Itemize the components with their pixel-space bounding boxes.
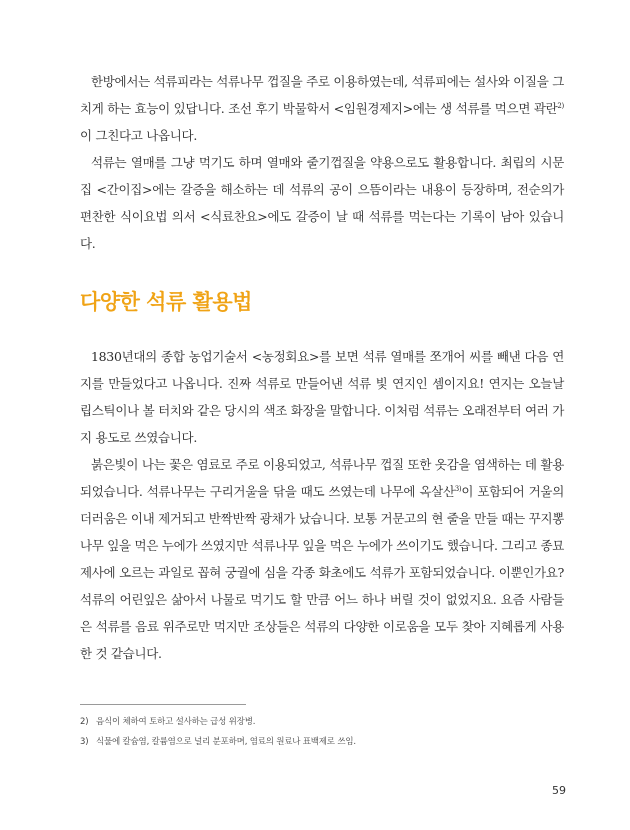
footnote-number: 2) <box>80 717 89 727</box>
footnotes <box>80 712 564 752</box>
section-paragraph-1: 1830년대의 종합 농업기술서 <농정회요>를 보면 석류 열매를 쪼개어 씨를 빼낸 다음 연지를 만들었다고 나옵니다. 진짜 석류로 만들어낸 석류 빛 연지인 셈이지요! 연지는 오늘날 립스틱이나 볼 터치와 같은 당시의 색조 화장을 말합니다. 이처럼 석류는 오래전부터 여러 가지 용도로 쓰였습니다. <box>80 349 564 445</box>
footnote-text: 식물에 칼슘염, 칼륨염으로 널리 분포하며, 염료의 원료나 표백제로 쓰임. <box>96 737 356 747</box>
footnote-number: 3) <box>80 737 89 747</box>
footnote-2 <box>80 712 564 732</box>
intro-text-block <box>80 68 564 257</box>
footnote-text: 음식이 체하여 토하고 설사하는 급성 위장병. <box>96 717 256 727</box>
page-number: 59 <box>552 784 566 797</box>
section-paragraph-2 <box>80 451 564 667</box>
section-text-block <box>80 343 564 667</box>
intro-paragraph-1-text: 한방에서는 석류피라는 석류나무 껍질을 주로 이용하였는데, 석류피에는 설사와 이질을 그치게 하는 효능이 있답니다. 조선 후기 박물학서 <임원경제지>에는 생 석류를 먹으면 곽란 <box>80 74 564 116</box>
section-paragraph-2-text: 붉은빛이 나는 꽃은 염료로 주로 이용되었고, 석류나무 껍질 또한 옷감을 염색하는 데 활용되었습니다. 석류나무는 구리거울을 닦을 때도 쓰였는데 나무에 옥살산 <box>80 457 564 499</box>
footnote-ref-2: 2) <box>557 101 564 110</box>
intro-paragraph-2: 석류는 열매를 그냥 먹기도 하며 열매와 줄기껍질을 약용으로도 활용합니다. 최립의 시문집 <간이집>에는 갈증을 해소하는 데 석류의 공이 으뜸이라는 내용이 등장하며, 전순의가 편찬한 식이요법 의서 <식료찬요>에도 갈증이 날 때 석류를 먹는다는 기록이 남아 있습니다. <box>80 155 564 251</box>
section-heading: 다양한 석류 활용법 <box>80 290 252 314</box>
section-paragraph-2-text-cont: 이 포함되어 거울의 더러움은 이내 제거되고 반짝반짝 광채가 났습니다. 보통 거문고의 현 줄을 만들 때는 꾸지뽕나무 잎을 먹은 누에가 쓰였지만 석류나무 잎을 먹은 누에가 쓰이기도 했습니다. 그리고 종묘 제사에 오르는 과일로 꼽혀 궁궐에 심을 각종 화초에도 석류가 포함되었습니다. 이뿐인가요? 석류의 어린잎은 삶아서 나물로 먹기도 할 만큼 어느 하나 버릴 것이 없었지요. 요즘 사람들은 석류를 음료 위주로만 먹지만 조상들은 석류의 다양한 이로움을 모두 찾아 지혜롭게 사용한 것 같습니다. <box>80 484 564 661</box>
footnote-ref-3: 3) <box>454 484 462 493</box>
intro-paragraph-1 <box>80 68 564 149</box>
footnote-3 <box>80 732 564 752</box>
intro-paragraph-1-text-cont: 이 그친다고 나옵니다. <box>80 128 197 143</box>
footnote-divider <box>80 704 246 705</box>
